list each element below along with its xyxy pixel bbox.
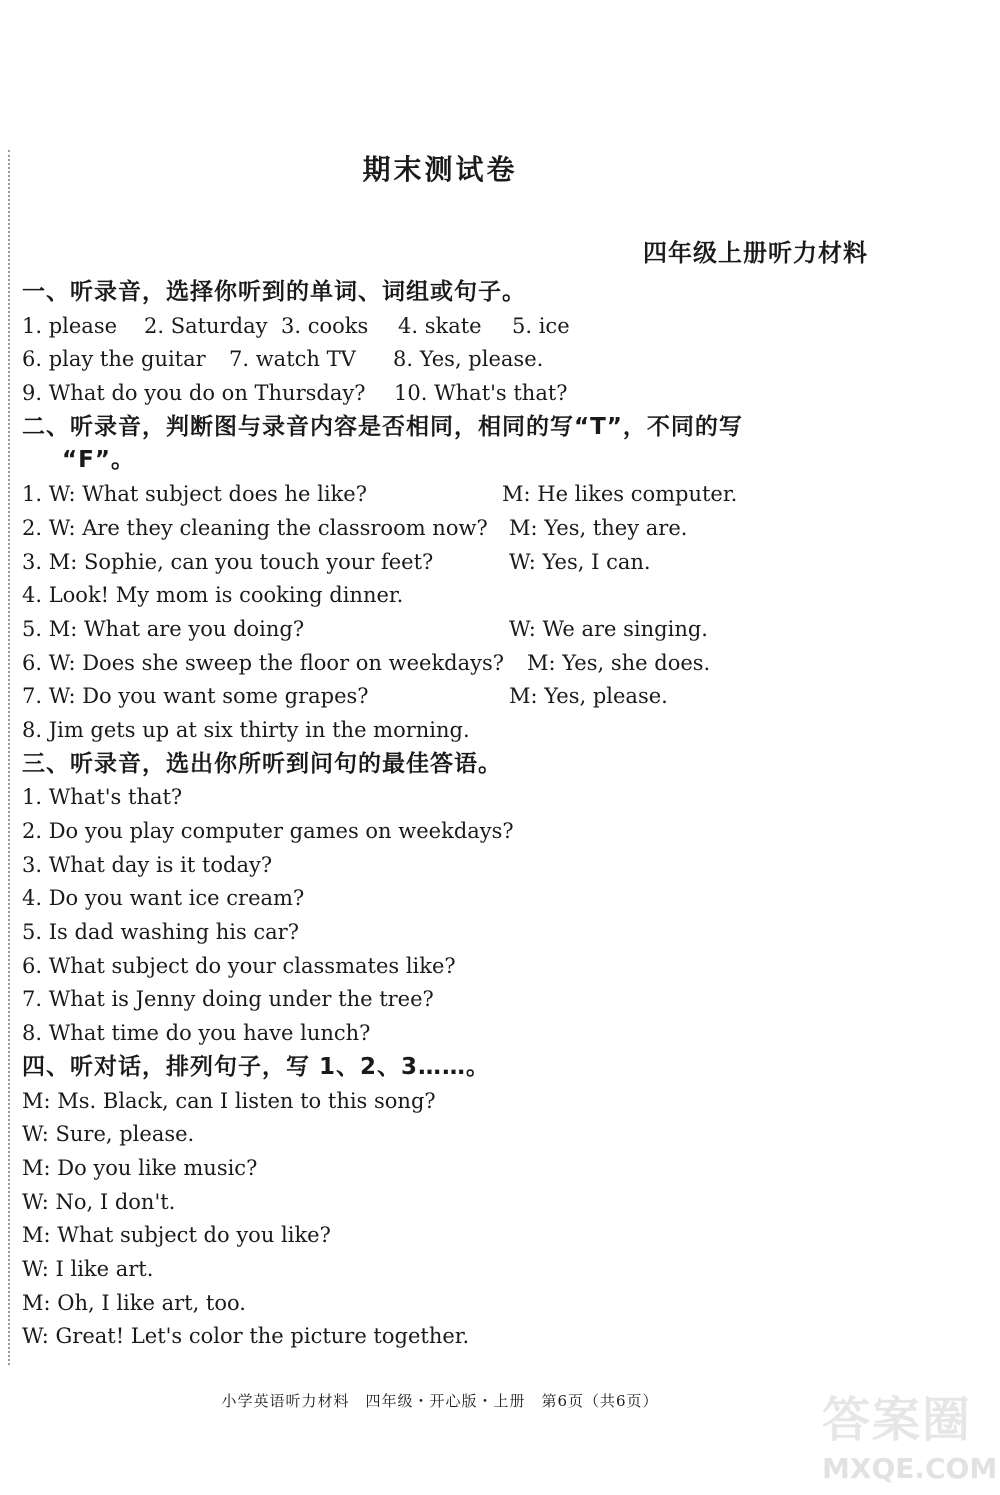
page-subtitle: 四年级上册听力材料 — [643, 238, 868, 267]
dialogue-item — [22, 647, 882, 681]
choice-item: 9. What do you do on Thursday? — [22, 381, 366, 406]
choice-item: 8. Yes, please. — [393, 347, 544, 372]
question-item: 2. Do you play computer games on weekdays? — [22, 819, 514, 843]
question-item: 7. What is Jenny doing under the tree? — [22, 987, 434, 1012]
dialogue-item — [22, 714, 882, 748]
page-title: 期末测试卷 — [362, 153, 518, 186]
choice-item: 4. skate — [398, 313, 482, 338]
choice-item: 5. ice — [512, 313, 570, 338]
question-item: 3. What day is it today? — [22, 852, 273, 877]
watermark-glyphs: 答案圈 — [822, 1392, 973, 1448]
conversation-line: M: Ms. Black, can I listen to this song? — [22, 1088, 436, 1113]
question-item: 1. What's that? — [22, 785, 183, 810]
dialogue-answer: W: We are singing. — [509, 616, 708, 641]
dialogue-item — [22, 478, 882, 512]
conversation-line: M: What subject do you like? — [22, 1223, 331, 1248]
dialogue-question: 7. W: Do you want some grapes? — [22, 684, 369, 709]
dialogue-item — [22, 512, 882, 546]
question-item: 8. What time do you have lunch? — [22, 1021, 371, 1046]
document-body — [22, 276, 882, 1354]
conversation-line: W: No, I don't. — [22, 1189, 176, 1214]
section1-row2 — [22, 343, 882, 377]
dialogue-statement: 8. Jim gets up at six thirty in the morning. — [22, 717, 470, 742]
question-item: 5. Is dad washing his car? — [22, 920, 299, 945]
dialogue-question: 1. W: What subject does he like? — [22, 482, 367, 507]
dialogue-question: 6. W: Does she sweep the floor on weekdays? — [22, 650, 505, 675]
dialogue-question: 3. M: Sophie, can you touch your feet? — [22, 549, 434, 574]
choice-item: 7. watch TV — [229, 347, 356, 372]
dialogue-item — [22, 546, 882, 580]
section4-heading: 四、听对话，排列句子，写 1、2、3……。 — [22, 1053, 491, 1080]
section3-heading: 三、听录音，选出你所听到问句的最佳答语。 — [22, 750, 502, 777]
section2-heading: 二、听录音，判断图与录音内容是否相同，相同的写“T”，不同的写 — [22, 413, 743, 440]
dialogue-statement: 4. Look! My mom is cooking dinner. — [22, 583, 404, 608]
conversation-line: M: Do you like music? — [22, 1155, 258, 1180]
section1-heading: 一、听录音，选择你听到的单词、词组或句子。 — [22, 279, 526, 305]
section2-heading-cont: “F”。 — [62, 447, 135, 474]
conversation-line: M: Oh, I like art, too. — [22, 1290, 246, 1315]
dialogue-question: 5. M: What are you doing? — [22, 616, 305, 641]
dialogue-answer: M: Yes, please. — [509, 684, 668, 709]
question-item: 6. What subject do your classmates like? — [22, 953, 456, 978]
section1-row1 — [22, 310, 882, 344]
choice-item: 1. please — [22, 313, 118, 338]
dialogue-question: 2. W: Are they cleaning the classroom now? — [22, 515, 488, 540]
dialogue-item — [22, 680, 882, 714]
choice-item: 2. Saturday — [144, 313, 268, 338]
watermark-logo — [818, 1381, 998, 1491]
dialogue-answer: M: He likes computer. — [502, 482, 738, 507]
conversation-line: W: I like art. — [22, 1256, 154, 1281]
choice-item: 3. cooks — [281, 313, 369, 338]
conversation-line: W: Great! Let's color the picture together. — [22, 1324, 470, 1349]
dialogue-answer: W: Yes, I can. — [509, 549, 651, 574]
dialogue-answer: M: Yes, they are. — [509, 515, 688, 540]
watermark-url: MXQE.COM — [822, 1452, 998, 1485]
section1-row3 — [22, 377, 882, 411]
page-footer: 小学英语听力材料 四年级・开心版・上册 第6页（共6页） — [221, 1392, 659, 1410]
dialogue-item — [22, 613, 882, 647]
binding-dotted-line — [8, 150, 10, 1365]
dialogue-item — [22, 579, 882, 613]
question-item: 4. Do you want ice cream? — [22, 886, 305, 911]
dialogue-answer: M: Yes, she does. — [527, 650, 711, 675]
choice-item: 10. What's that? — [394, 381, 568, 406]
conversation-line: W: Sure, please. — [22, 1122, 195, 1147]
choice-item: 6. play the guitar — [22, 347, 206, 372]
